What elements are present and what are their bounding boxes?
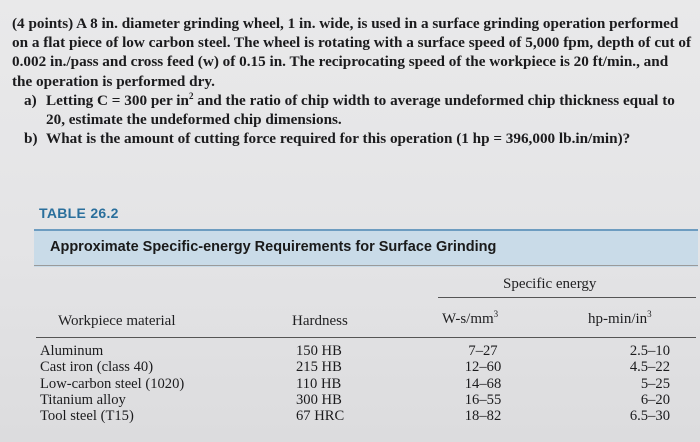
problem-intro: (4 points) A 8 in. diameter grinding wheel, 1 in. wide, is used in a surface grinding operation performed on a flat piece of low carbon steel. The wheel is rotating with a surface speed of 5,000 fpm, depth of cut of 0.002 in./pass and cross feed (w) of 0.15 in. The reciprocating speed of the workpiece is 20 ft/min., and the operation is performed dry. (12, 15, 692, 90)
table-cell-hardness: 110 HB (296, 375, 342, 392)
title-divider (34, 265, 698, 266)
specific-energy-rule (438, 297, 696, 298)
column-header-material: Workpiece material (58, 313, 176, 329)
material-column (40, 343, 184, 424)
table-cell-hardness: 150 HB (296, 343, 342, 359)
specific-energy-header: Specific energy (503, 276, 597, 292)
column-header-hp (588, 311, 652, 328)
table-cell-hardness: 215 HB (296, 359, 342, 376)
part-a-text-after: and the ratio of chip width to average undeformed chip thickness equal to 20, estimate the undeformed chip dimensions. (46, 91, 675, 129)
column-header-hardness: Hardness (292, 313, 348, 329)
part-a-text-before: Letting C = 300 per in (46, 91, 189, 109)
table-cell-hp: 6.5–30 (629, 408, 670, 425)
table-cell-hp: 5–25 (640, 375, 670, 392)
part-b-label: b) (24, 130, 38, 148)
table-title: Approximate Specific-energy Requirements for Surface Grinding (50, 239, 497, 255)
table-cell-ws: 12–60 (464, 359, 502, 376)
table-cell-hardness: 67 HRC (296, 408, 345, 425)
table-cell-hp: 4.5–22 (629, 359, 670, 376)
table-cell-hp: 6–20 (640, 391, 670, 408)
table-title-band (34, 229, 698, 267)
table-cell-material: Aluminum (40, 343, 104, 359)
table-cell-material: Tool steel (T15) (40, 408, 134, 425)
part-a-superscript: 2 (188, 90, 194, 101)
part-a (24, 91, 692, 129)
table-cell-ws: 7–27 (468, 343, 498, 359)
table-cell-ws: 14–68 (464, 375, 502, 392)
part-a-label: a) (24, 91, 37, 109)
problem-statement (12, 14, 692, 148)
ws-unit-superscript: 3 (493, 309, 499, 319)
table-cell-material: Titanium alloy (40, 391, 126, 408)
table-label: TABLE 26.2 (39, 205, 119, 221)
table-cell-ws: 16–55 (464, 391, 502, 408)
ws-column (452, 343, 514, 424)
part-a-text (46, 91, 692, 129)
hp-unit-superscript: 3 (647, 309, 652, 319)
table-cell-hardness: 300 HB (296, 391, 342, 408)
table-cell-material: Low-carbon steel (1020) (40, 375, 185, 392)
hardness-column (296, 343, 344, 424)
ws-unit: W-s/mm (442, 311, 494, 327)
header-rule (36, 337, 696, 338)
part-b-text: What is the amount of cutting force required for this operation (1 hp = 396,000 lb.in/min)? (46, 130, 631, 148)
hp-unit: hp-min/in (588, 311, 648, 327)
hp-column (600, 343, 670, 424)
column-header-ws (442, 311, 498, 328)
part-b (24, 129, 692, 148)
table-cell-material: Cast iron (class 40) (40, 359, 154, 376)
table-cell-ws: 18–82 (464, 408, 502, 425)
table-cell-hp: 2.5–10 (629, 343, 670, 359)
